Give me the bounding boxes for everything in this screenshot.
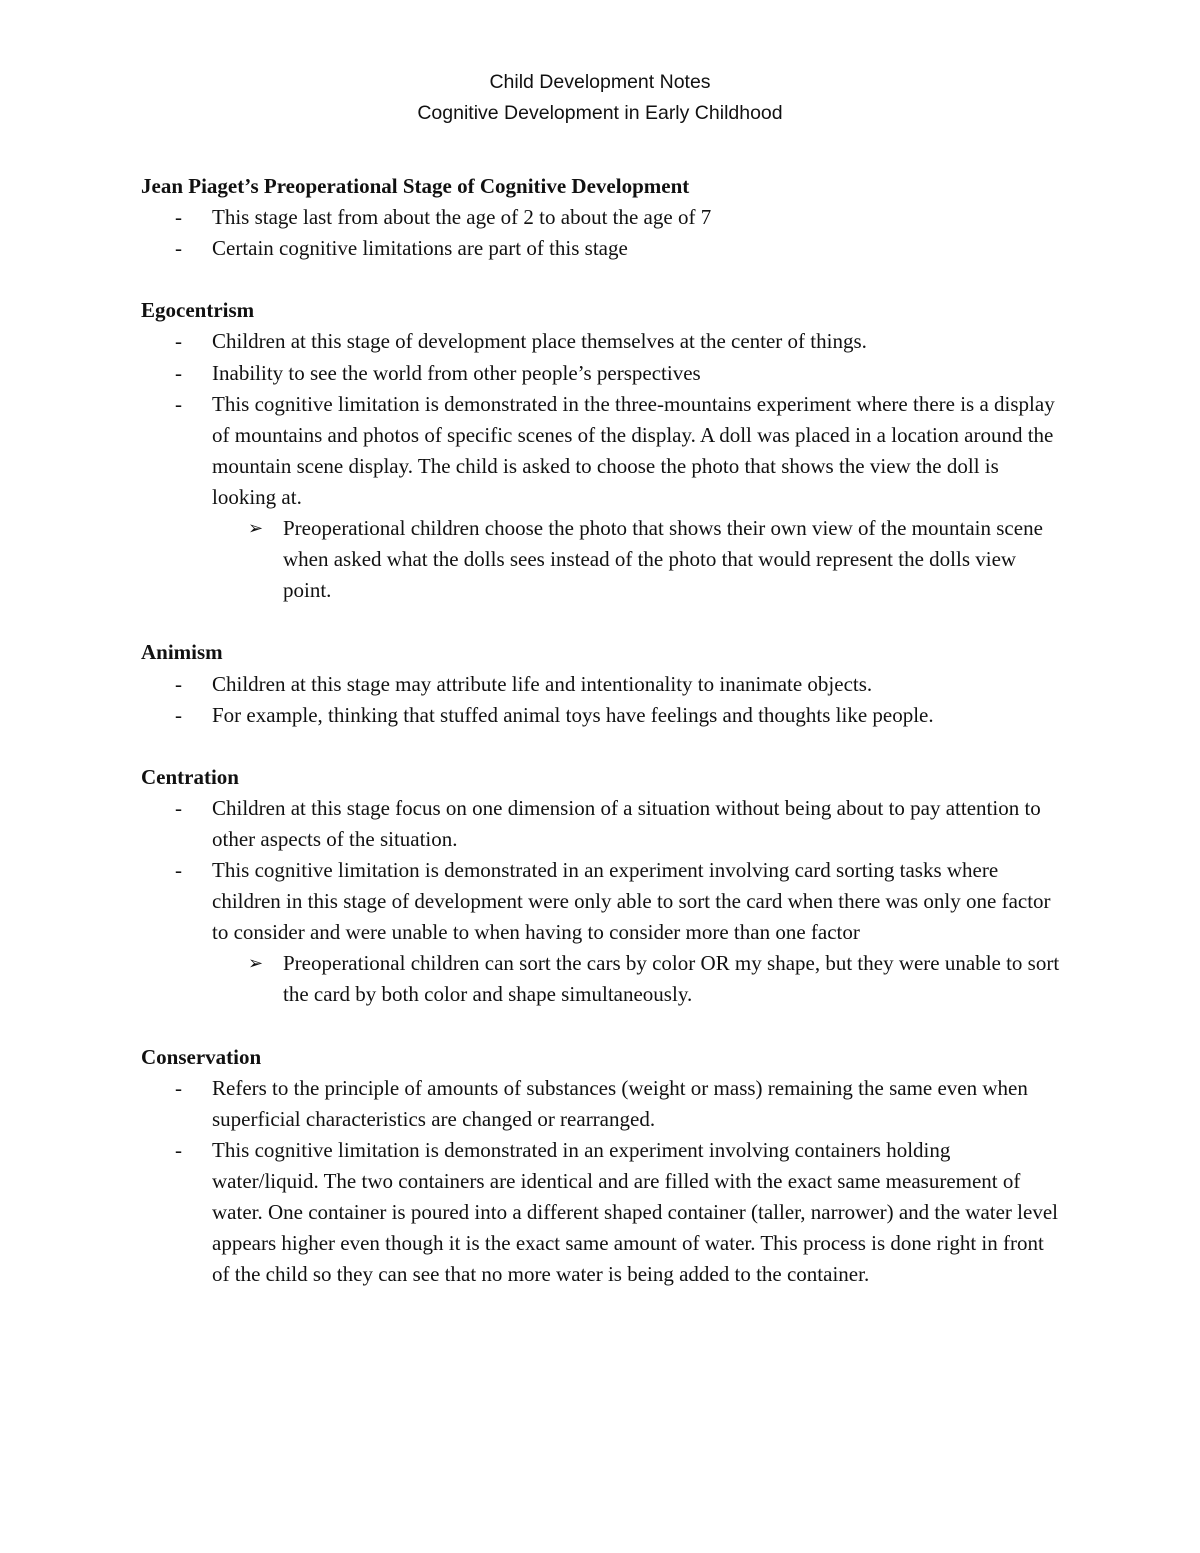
sub-bullet-item: [212, 513, 1061, 606]
sub-bullet-text: Preoperational children can sort the cars by color OR my shape, but they were unable to sort the card by both color and shape simultaneously.: [283, 951, 1060, 1007]
arrow-bullet-icon: ➢: [248, 518, 264, 540]
bullet-text: This cognitive limitation is demonstrated in the three-mountains experiment where there is a display of mountains and photos of specific scenes of the display. A doll was placed in a location around the mountain scene display. The child is asked to choose the photo that shows the view the doll is looking at.: [212, 391, 1055, 509]
bullet-text: This stage last from about the age of 2 to about the age of 7: [212, 205, 712, 230]
sub-bullet-list: [212, 948, 1061, 1010]
bullet-text: This cognitive limitation is demonstrated in an experiment involving card sorting tasks where children in this stage of development were only able to sort the card when there was only one factor to consider and were unable to when having to consider more than one factor: [212, 858, 1051, 945]
section-heading: Conservation: [141, 1044, 262, 1069]
bullet-item: [141, 1073, 1061, 1135]
bullet-item: [141, 1135, 1061, 1290]
bullet-text: Children at this stage of development place themselves at the center of things.: [212, 329, 867, 354]
bullet-list: [141, 793, 1061, 1011]
notes-section: [141, 762, 1061, 1011]
notes-section: [141, 171, 1061, 264]
dash-bullet-icon: -: [175, 858, 182, 883]
dash-bullet-icon: -: [175, 1137, 182, 1162]
section-heading: Jean Piaget’s Preoperational Stage of Cognitive Development: [141, 174, 690, 198]
bullet-item: [141, 855, 1061, 1010]
bullet-item: [141, 669, 1061, 700]
bullet-text: Children at this stage focus on one dimension of a situation without being about to pay attention to other aspects of the situation.: [212, 795, 1041, 851]
dash-bullet-icon: -: [175, 329, 182, 354]
dash-bullet-icon: -: [175, 391, 182, 416]
notes-section: [141, 295, 1061, 606]
dash-bullet-icon: -: [175, 236, 182, 261]
bullet-text: Children at this stage may attribute life and intentionality to inanimate objects.: [212, 671, 873, 696]
notes-body: [141, 171, 1061, 1290]
bullet-text: For example, thinking that stuffed animal toys have feelings and thoughts like people.: [212, 702, 934, 727]
bullet-item: [141, 326, 1061, 357]
bullet-item: [141, 389, 1061, 607]
dash-bullet-icon: -: [175, 205, 182, 230]
notes-section: [141, 637, 1061, 730]
bullet-text: This cognitive limitation is demonstrated in an experiment involving containers holding water/liquid. The two containers are identical and are filled with the exact same measurement of water. One container is poured into a different shaped container (taller, narrower) and the water level appears higher even though it is the exact same amount of water. This process is done right in front of the child so they can see that no more water is being added to the container.: [212, 1137, 1058, 1287]
bullet-list: [141, 669, 1061, 731]
bullet-list: [141, 1073, 1061, 1291]
section-heading: Egocentrism: [141, 298, 255, 323]
arrow-bullet-icon: ➢: [248, 953, 264, 975]
section-heading: Animism: [141, 640, 223, 665]
dash-bullet-icon: -: [175, 360, 182, 385]
bullet-text: Certain cognitive limitations are part of this stage: [212, 236, 628, 261]
bullet-list: [141, 326, 1061, 606]
bullet-item: [141, 700, 1061, 731]
document-title: Child Development Notes: [489, 71, 711, 93]
document-header: [0, 67, 1200, 129]
document-subtitle: Cognitive Development in Early Childhood: [417, 102, 783, 124]
bullet-item: [141, 358, 1061, 389]
dash-bullet-icon: -: [175, 1075, 182, 1100]
sub-bullet-item: [212, 948, 1061, 1010]
sub-bullet-text: Preoperational children choose the photo that shows their own view of the mountain scene when asked what the dolls sees instead of the photo that would represent the dolls view point.: [283, 516, 1043, 603]
notes-section: [141, 1042, 1061, 1291]
section-heading: Centration: [141, 764, 239, 789]
dash-bullet-icon: -: [175, 671, 182, 696]
bullet-item: [141, 233, 1061, 264]
bullet-text: Inability to see the world from other people’s perspectives: [212, 360, 701, 385]
dash-bullet-icon: -: [175, 702, 182, 727]
bullet-item: [141, 793, 1061, 855]
bullet-item: [141, 202, 1061, 233]
bullet-list: [141, 202, 1061, 264]
dash-bullet-icon: -: [175, 795, 182, 820]
bullet-text: Refers to the principle of amounts of substances (weight or mass) remaining the same even when superficial characteristics are changed or rearranged.: [212, 1075, 1028, 1131]
sub-bullet-list: [212, 513, 1061, 606]
